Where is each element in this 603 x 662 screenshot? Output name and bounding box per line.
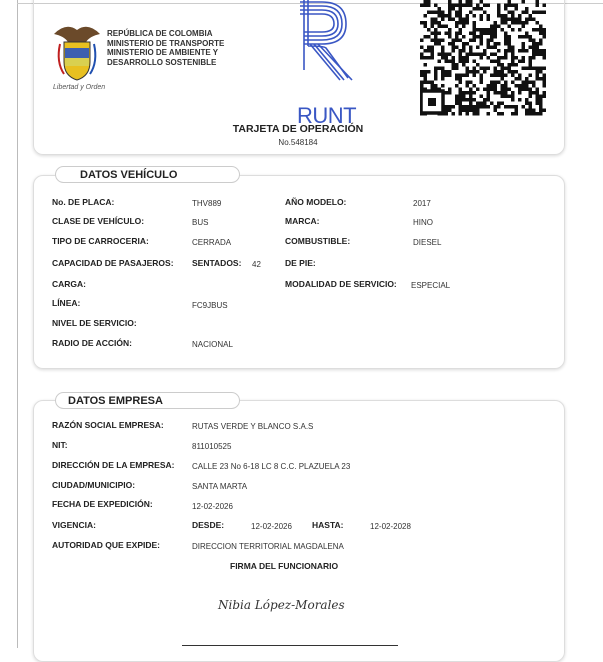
vigencia-label: VIGENCIA:: [52, 520, 96, 530]
qr-code: [420, 0, 546, 116]
linea-label: LÍNEA:: [52, 298, 81, 308]
clase-value: BUS: [192, 218, 209, 227]
hasta-label: HASTA:: [312, 520, 344, 530]
hasta-value: 12-02-2028: [370, 522, 411, 531]
gov-line: DESARROLLO SOSTENIBLE: [107, 57, 217, 67]
company-section: [33, 400, 565, 662]
government-heading: [107, 29, 224, 67]
razon-value: RUTAS VERDE Y BLANCO S.A.S: [192, 422, 314, 431]
motto: Libertad y Orden: [53, 84, 106, 91]
modelo-label: AÑO MODELO:: [285, 197, 347, 207]
vehicle-section-title: DATOS VEHÍCULO: [55, 166, 240, 183]
combustible-label: COMBUSTIBLE:: [285, 236, 351, 246]
combustible-value: DIESEL: [413, 238, 442, 247]
gov-line: REPÚBLICA DE COLOMBIA: [107, 29, 213, 38]
gov-line: MINISTERIO DE TRANSPORTE: [107, 38, 225, 48]
fecha-value: 12-02-2026: [192, 502, 233, 511]
fecha-label: FECHA DE EXPEDICIÓN:: [52, 499, 153, 509]
company-section-title: DATOS EMPRESA: [55, 392, 240, 409]
desde-value: 12-02-2026: [251, 522, 292, 531]
marca-label: MARCA:: [285, 216, 320, 226]
modelo-value: 2017: [413, 199, 431, 208]
razon-label: RAZÓN SOCIAL EMPRESA:: [52, 420, 164, 430]
firma-label: FIRMA DEL FUNCIONARIO: [230, 561, 339, 571]
sentados-label: SENTADOS:: [192, 258, 242, 268]
autoridad-label: AUTORIDAD QUE EXPIDE:: [52, 540, 160, 550]
nit-label: NIT:: [52, 440, 68, 450]
direccion-label: DIRECCIÓN DE LA EMPRESA:: [52, 460, 175, 470]
radio-value: NACIONAL: [192, 340, 233, 349]
desde-label: DESDE:: [192, 520, 225, 530]
depie-label: DE PIE:: [285, 258, 316, 268]
ciudad-value: SANTA MARTA: [192, 482, 248, 491]
page-left-border: [17, 0, 18, 648]
autoridad-value: DIRECCION TERRITORIAL MAGDALENA: [192, 542, 344, 551]
placa-value: THV889: [192, 199, 222, 208]
modalidad-label: MODALIDAD DE SERVICIO:: [285, 279, 397, 289]
carga-label: CARGA:: [52, 279, 86, 289]
runt-logo-icon: [300, 0, 356, 82]
runt-logo-text: RUNT: [297, 103, 357, 128]
nivel-label: NIVEL DE SERVICIO:: [52, 318, 137, 328]
document-title: TARJETA DE OPERACIÓN: [232, 123, 364, 135]
signature-line: [182, 645, 398, 646]
carroceria-label: TIPO DE CARROCERIA:: [52, 236, 149, 246]
sentados-value: 42: [252, 260, 261, 269]
official-signature: Nibia López-Morales: [218, 598, 345, 612]
marca-value: HINO: [413, 218, 433, 227]
colombia-coat-of-arms-icon: [52, 22, 102, 84]
radio-label: RADIO DE ACCIÓN:: [52, 338, 132, 348]
ciudad-label: CIUDAD/MUNICIPIO:: [52, 480, 136, 490]
carroceria-value: CERRADA: [192, 238, 232, 247]
capacidad-label: CAPACIDAD DE PASAJEROS:: [52, 258, 174, 268]
direccion-value: CALLE 23 No 6-18 LC 8 C.C. PLAZUELA 23: [192, 462, 351, 471]
placa-label: No. DE PLACA:: [52, 197, 115, 207]
modalidad-value: ESPECIAL: [411, 281, 451, 290]
clase-label: CLASE DE VEHÍCULO:: [52, 216, 145, 226]
linea-value: FC9JBUS: [192, 301, 228, 310]
nit-value: 811010525: [192, 442, 232, 451]
document-number: No.548184: [278, 138, 318, 147]
gov-line: MINISTERIO DE AMBIENTE Y: [107, 48, 219, 57]
